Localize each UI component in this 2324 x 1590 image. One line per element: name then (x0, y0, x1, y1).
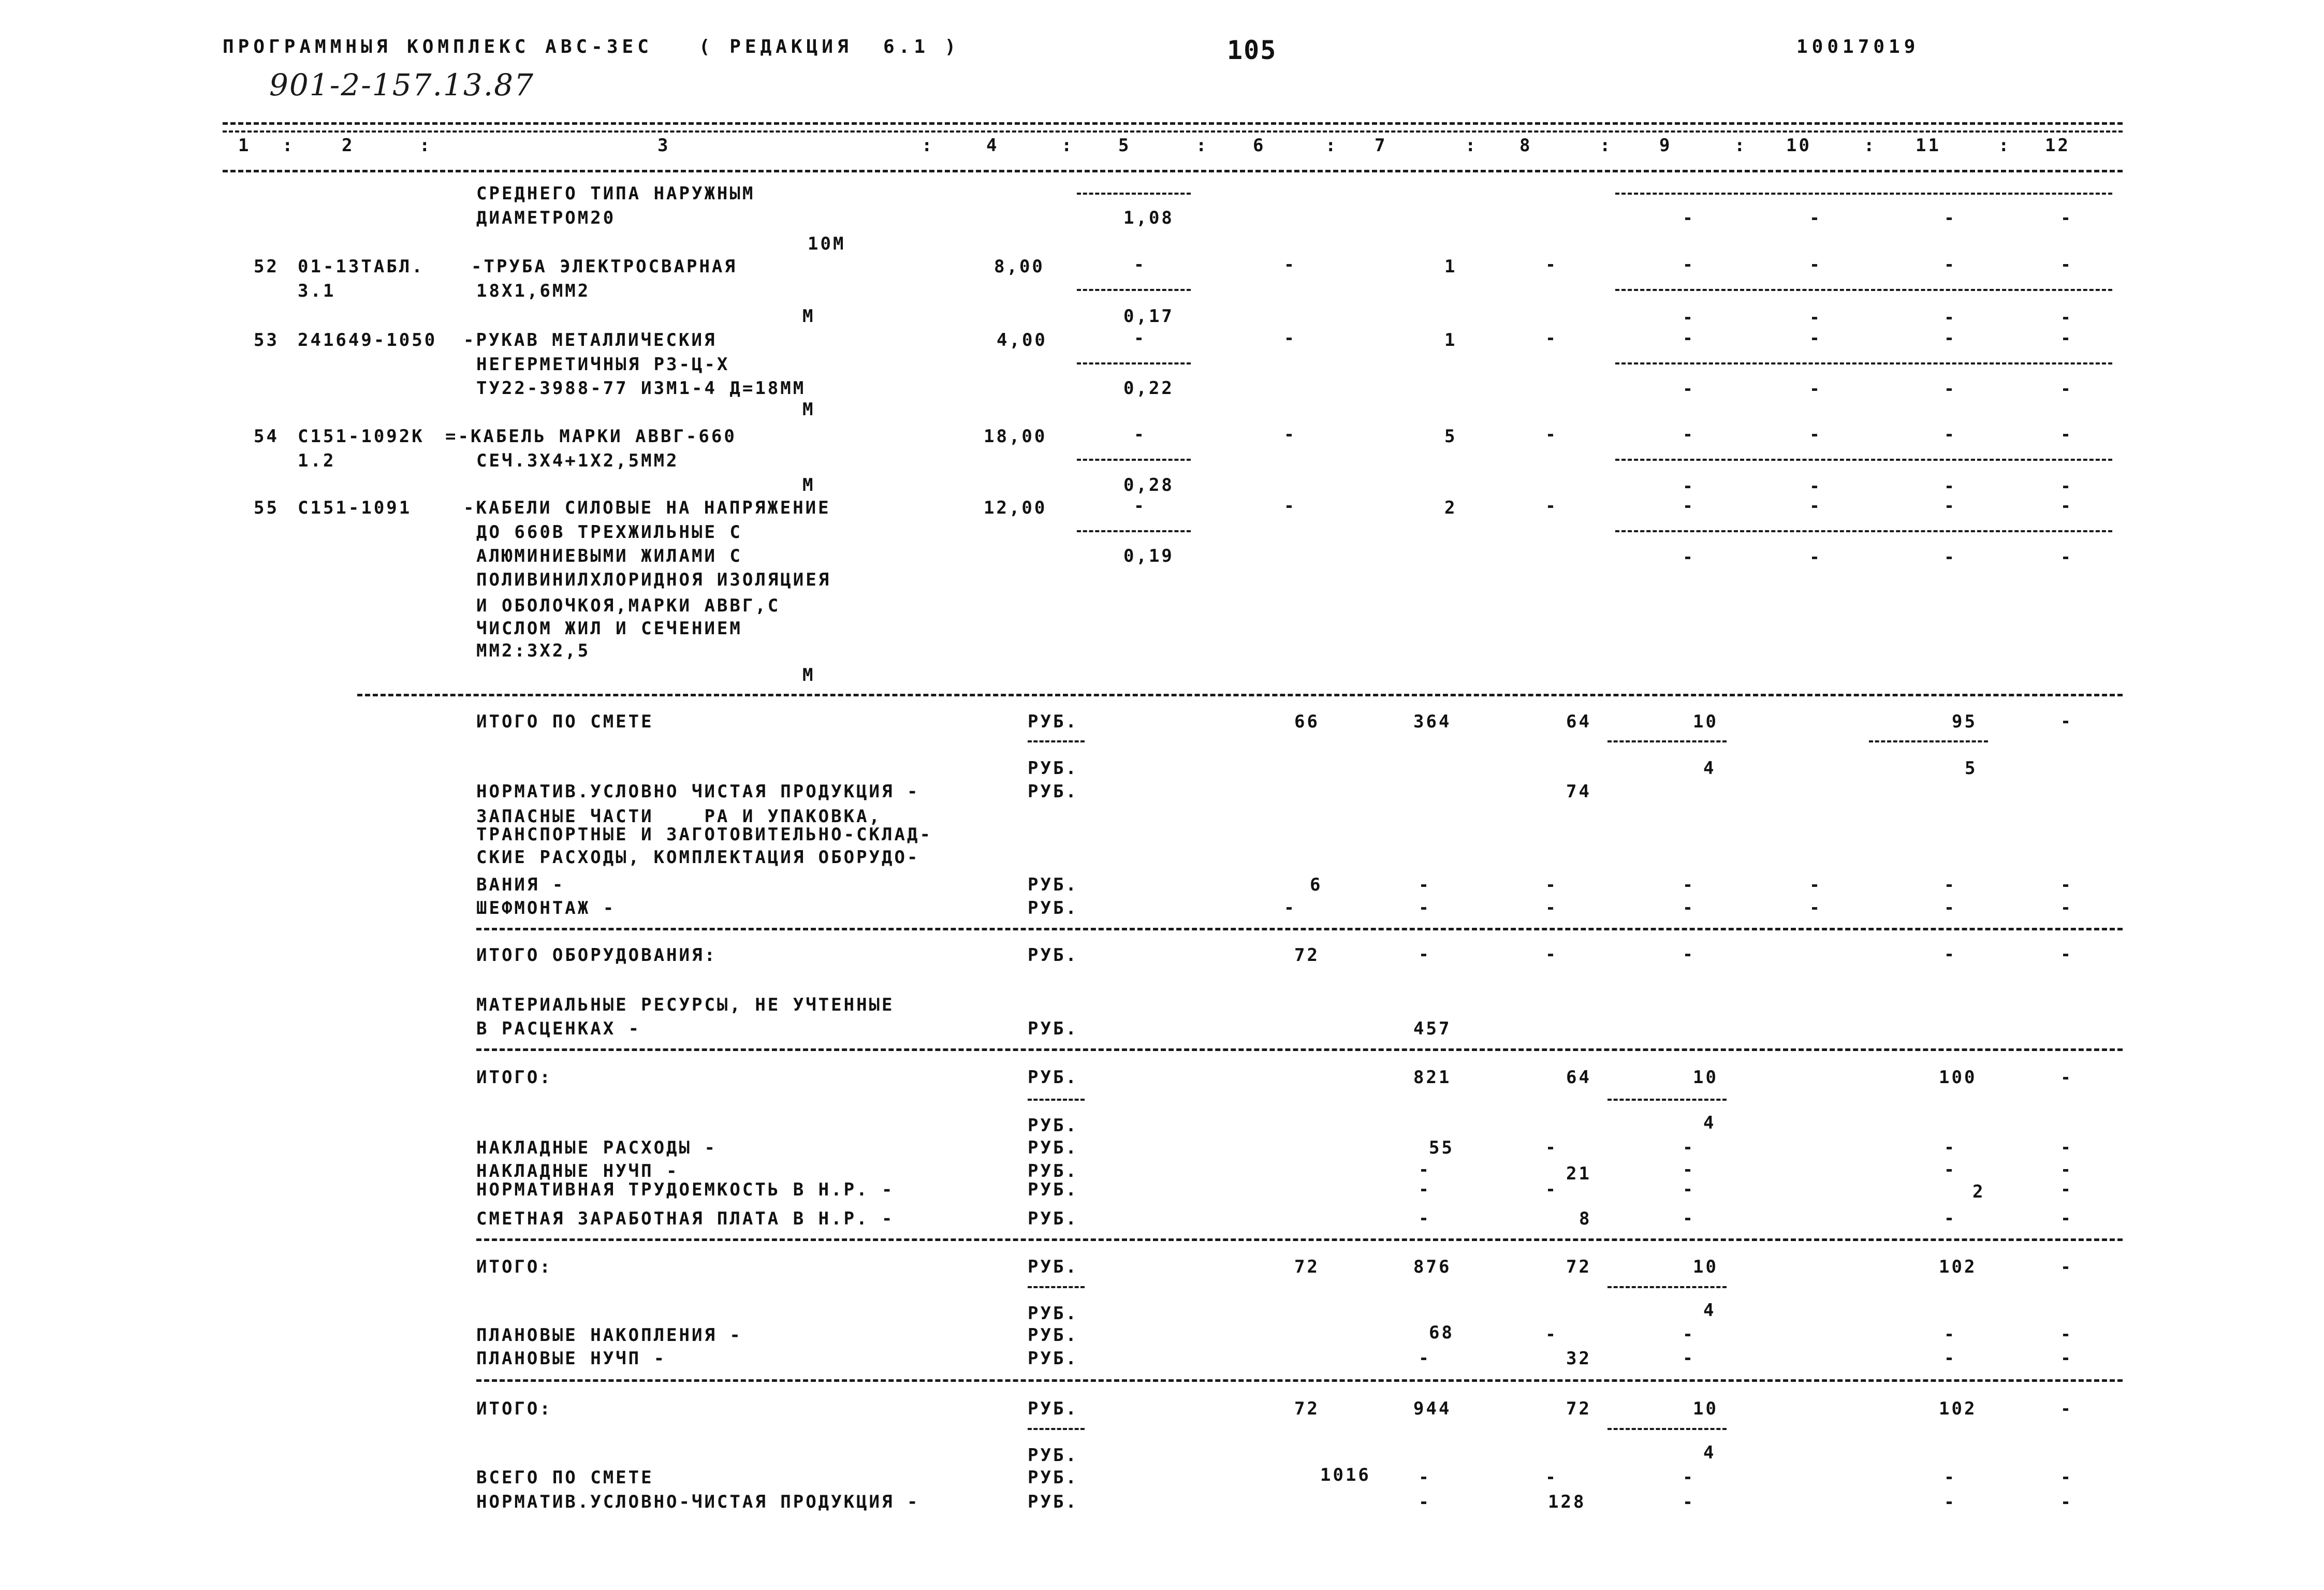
zero-dash (2063, 317, 2068, 319)
zero-dash (1548, 264, 1553, 267)
row-underline (1077, 530, 1191, 532)
summary-label: НАКЛАДНЫЕ РАСХОДЫ - (476, 1137, 717, 1158)
zero-dash (1136, 264, 1142, 267)
unit-rub: РУБ. (1028, 874, 1078, 895)
row-code: 241649-1050 (298, 330, 437, 351)
zero-dash (1812, 264, 1817, 267)
zero-dash (2063, 557, 2068, 559)
zero-dash (1947, 1334, 1952, 1336)
col7-value: 364 (1413, 711, 1452, 732)
unit-label: М (802, 306, 815, 327)
summary-label: ВАНИЯ - (476, 874, 565, 895)
col5-value: 1,08 (1123, 208, 1174, 228)
col8-value: 74 (1566, 781, 1591, 802)
unit-label: М (802, 665, 815, 685)
zero-dash (1947, 1358, 1952, 1360)
zero-dash (2063, 1077, 2068, 1080)
unit-underline (1028, 1286, 1085, 1288)
col4-value: 18,00 (984, 426, 1047, 447)
zero-dash (1685, 388, 1690, 391)
summary-label: ИТОГО ОБОРУДОВАНИЯ: (476, 945, 717, 966)
zero-dash (1685, 1501, 1690, 1504)
col-header-11: 11 (1916, 135, 1941, 156)
col-sep: : (1325, 135, 1338, 156)
col-sep: : (1734, 135, 1747, 156)
col-header-7: 7 (1375, 135, 1387, 156)
col9-value: 10 (1693, 711, 1718, 732)
col7-value: 5 (1444, 426, 1457, 447)
col9-subvalue: 4 (1703, 758, 1716, 779)
row-code-2: 1.2 (298, 450, 336, 471)
col-header-6: 6 (1253, 135, 1266, 156)
zero-dash (1136, 434, 1142, 436)
col6-value: 72 (1294, 945, 1320, 966)
col-header-3: 3 (657, 135, 670, 156)
summary-label: МАТЕРИАЛЬНЫЕ РЕСУРСЫ, НЕ УЧТЕННЫЕ (476, 995, 895, 1015)
zero-dash (2063, 1501, 2068, 1504)
summary-label: СКИЕ РАСХОДЫ, КОМПЛЕКТАЦИЯ ОБОРУДО- (476, 847, 920, 868)
zero-dash (1685, 1189, 1690, 1191)
zero-dash (1548, 1189, 1553, 1191)
zero-dash (2063, 1189, 2068, 1191)
table-top-rule-2 (223, 130, 2123, 133)
zero-dash (1947, 1147, 1952, 1149)
zero-dash (1548, 338, 1553, 340)
section-rule (357, 694, 2123, 696)
row-underline (1077, 362, 1191, 364)
program-title: ПРОГРАММНЫЯ КОМПЛЕКС АВС-3ЕС ( РЕДАКЦИЯ 6.1 ) (223, 36, 960, 57)
row-underline (1077, 459, 1191, 461)
column-header-rule (223, 170, 2123, 172)
zero-dash (1947, 954, 1952, 956)
summary-label: ИТОГО ПО СМЕТЕ (476, 711, 654, 732)
col8-value: 64 (1566, 711, 1591, 732)
row-number: 53 (254, 330, 279, 351)
zero-dash (1548, 884, 1553, 887)
row-number: 54 (254, 426, 279, 447)
zero-dash (1685, 907, 1690, 910)
zero-dash (1548, 434, 1553, 436)
unit-rub: РУБ. (1028, 1348, 1078, 1369)
col-sep: : (922, 135, 934, 156)
zero-dash (2063, 1334, 2068, 1336)
zero-dash (1685, 1147, 1690, 1149)
zero-dash (1287, 264, 1292, 267)
zero-dash (2063, 217, 2068, 220)
col-header-2: 2 (342, 135, 355, 156)
page-number: 105 (1227, 35, 1277, 65)
col11-value: 100 (1939, 1067, 1977, 1088)
zero-dash (2063, 1147, 2068, 1149)
zero-dash (1548, 1477, 1553, 1479)
zero-dash (1287, 907, 1292, 910)
item-name: -КАБЕЛИ СИЛОВЫЕ НА НАПРЯЖЕНИЕ (463, 498, 831, 518)
unit-rub: РУБ. (1028, 1467, 1078, 1488)
row-number: 52 (254, 256, 279, 277)
zero-dash (1812, 434, 1817, 436)
row-code: С151-1091 (298, 498, 412, 518)
col8-value: 72 (1566, 1257, 1591, 1277)
summary-label: В РАСЦЕНКАХ - (476, 1018, 641, 1039)
zero-dash (1812, 338, 1817, 340)
unit-rub: РУБ. (1028, 1208, 1078, 1229)
zero-dash (2063, 954, 2068, 956)
col-sep: : (419, 135, 432, 156)
item-name: ДИАМЕТРОМ20 (476, 208, 616, 228)
unit-rub: РУБ. (1028, 1445, 1078, 1466)
col-sep: : (282, 135, 295, 156)
col5-value: 0,17 (1123, 306, 1174, 327)
col9-value: 10 (1693, 1257, 1718, 1277)
col7-value: 1 (1444, 330, 1457, 351)
zero-dash (2063, 486, 2068, 488)
col11-value: 95 (1952, 711, 1977, 732)
zero-dash (1548, 505, 1553, 508)
summary-label: ШЕФМОНТАЖ - (476, 898, 616, 918)
col5-value: 0,19 (1123, 546, 1174, 566)
zero-dash (1685, 505, 1690, 508)
zero-dash (1548, 1147, 1553, 1149)
col4-value: 8,00 (994, 256, 1045, 277)
unit-underline (1028, 1428, 1085, 1430)
summary-label: ТРАНСПОРТНЫЕ И ЗАГОТОВИТЕЛЬНО-СКЛАД- (476, 824, 932, 845)
unit-rub: РУБ. (1028, 758, 1078, 779)
item-name: ТУ22-3988-77 ИЗМ1-4 Д=18ММ (476, 378, 806, 399)
zero-dash (2063, 388, 2068, 391)
zero-dash (1947, 264, 1952, 267)
col-sep: : (1196, 135, 1209, 156)
zero-dash (1287, 338, 1292, 340)
unit-rub: РУБ. (1028, 1018, 1078, 1039)
unit-rub: РУБ. (1028, 1325, 1078, 1346)
section-rule (476, 1048, 2123, 1051)
zero-dash (1685, 486, 1690, 488)
zero-dash (1421, 1477, 1426, 1479)
col9-value: 10 (1693, 1398, 1718, 1419)
zero-dash (1685, 557, 1690, 559)
summary-label: ПЛАНОВЫЕ НАКОПЛЕНИЯ - (476, 1325, 742, 1346)
zero-dash (1685, 434, 1690, 436)
unit-rub: РУБ. (1028, 1303, 1078, 1324)
col7-value: 821 (1413, 1067, 1452, 1088)
zero-dash (2063, 264, 2068, 267)
row-underline (1615, 193, 2112, 195)
unit-rub: РУБ. (1028, 1115, 1078, 1136)
zero-dash (1685, 1477, 1690, 1479)
section-rule (476, 1238, 2123, 1241)
zero-dash (1947, 317, 1952, 319)
item-name: -ТРУБА ЭЛЕКТРОСВАРНАЯ (471, 256, 737, 277)
item-name: ММ2:3Х2,5 (476, 640, 591, 661)
row-underline (1077, 289, 1191, 291)
zero-dash (1947, 1477, 1952, 1479)
col6-value: 6 (1310, 874, 1323, 895)
item-name: И ОБОЛОЧКОЯ,МАРКИ АВВГ,С (476, 595, 781, 616)
zero-dash (2063, 1218, 2068, 1220)
summary-label: НОРМАТИВ.УСЛОВНО ЧИСТАЯ ПРОДУКЦИЯ - (476, 781, 920, 802)
unit-rub: РУБ. (1028, 1179, 1078, 1200)
unit-rub: РУБ. (1028, 1067, 1078, 1088)
zero-dash (1685, 1334, 1690, 1336)
col8-value: 8 (1579, 1208, 1592, 1229)
zero-dash (1685, 264, 1690, 267)
zero-dash (1136, 338, 1142, 340)
col-header-8: 8 (1519, 135, 1532, 156)
unit-rub: РУБ. (1028, 1161, 1078, 1181)
col7-value: 1 (1444, 256, 1457, 277)
item-name: =-КАБЕЛЬ МАРКИ АВВГ-660 (445, 426, 737, 447)
summary-label: НАКЛАДНЫЕ НУЧП - (476, 1161, 679, 1181)
zero-dash (1287, 505, 1292, 508)
col8-value: 32 (1566, 1348, 1591, 1369)
unit-rub: РУБ. (1028, 1257, 1078, 1277)
zero-dash (1421, 907, 1426, 910)
unit-rub: РУБ. (1028, 1492, 1078, 1512)
unit-underline (1028, 740, 1085, 742)
col9-subvalue: 4 (1703, 1113, 1716, 1133)
zero-dash (1685, 317, 1690, 319)
summary-label: НОРМАТИВ.УСЛОВНО-ЧИСТАЯ ПРОДУКЦИЯ - (476, 1492, 920, 1512)
col-header-10: 10 (1786, 135, 1811, 156)
col9-value: 10 (1693, 1067, 1718, 1088)
zero-dash (1548, 907, 1553, 910)
zero-dash (2063, 884, 2068, 887)
col6-value: 1016 (1320, 1465, 1371, 1485)
unit-rub: РУБ. (1028, 898, 1078, 918)
zero-dash (1685, 1218, 1690, 1220)
col7-value: 55 (1429, 1137, 1454, 1158)
col5-value: 0,22 (1123, 378, 1174, 399)
zero-dash (2063, 338, 2068, 340)
col7-value: 457 (1413, 1018, 1452, 1039)
col11-value: 102 (1939, 1398, 1977, 1419)
summary-label: НОРМАТИВНАЯ ТРУДОЕМКОСТЬ В Н.Р. - (476, 1179, 895, 1200)
row-underline (1615, 459, 2112, 461)
summary-label: ИТОГО: (476, 1257, 552, 1277)
item-name: АЛЮМИНИЕВЫМИ ЖИЛАМИ С (476, 546, 742, 566)
item-name: СЕЧ.3Х4+1Х2,5ММ2 (476, 450, 679, 471)
zero-dash (1947, 338, 1952, 340)
zero-dash (1947, 486, 1952, 488)
col4-value: 12,00 (984, 498, 1047, 518)
unit-rub: РУБ. (1028, 1398, 1078, 1419)
zero-dash (1685, 217, 1690, 220)
zero-dash (2063, 1358, 2068, 1360)
unit-label: М (802, 475, 815, 495)
col8-value: 21 (1566, 1163, 1591, 1184)
item-name: НЕГЕРМЕТИЧНЫЯ РЗ-Ц-Х (476, 354, 730, 375)
value-underline (1607, 1099, 1727, 1101)
zero-dash (1947, 217, 1952, 220)
zero-dash (1812, 907, 1817, 910)
col9-subvalue: 4 (1703, 1442, 1716, 1463)
zero-dash (2063, 434, 2068, 436)
zero-dash (1947, 884, 1952, 887)
col9-subvalue: 4 (1703, 1300, 1716, 1321)
col-sep: : (1465, 135, 1478, 156)
row-underline (1077, 193, 1191, 195)
zero-dash (2063, 1169, 2068, 1172)
zero-dash (2063, 505, 2068, 508)
col4-value: 4,00 (997, 330, 1047, 351)
zero-dash (1421, 1189, 1426, 1191)
zero-dash (1421, 1169, 1426, 1172)
col6-value: 72 (1294, 1398, 1320, 1419)
zero-dash (1947, 505, 1952, 508)
summary-label: ПЛАНОВЫЕ НУЧП - (476, 1348, 667, 1369)
row-number: 55 (254, 498, 279, 518)
unit-underline (1028, 1099, 1085, 1101)
col7-value: 876 (1413, 1257, 1452, 1277)
summary-label: СМЕТНАЯ ЗАРАБОТНАЯ ПЛАТА В Н.Р. - (476, 1208, 895, 1229)
item-name: -РУКАВ МЕТАЛЛИЧЕСКИЯ (463, 330, 717, 351)
zero-dash (1812, 505, 1817, 508)
zero-dash (1812, 557, 1817, 559)
col11-value: 102 (1939, 1257, 1977, 1277)
zero-dash (1421, 1501, 1426, 1504)
col6-value: 66 (1294, 711, 1320, 732)
zero-dash (1947, 907, 1952, 910)
zero-dash (1947, 1169, 1952, 1172)
item-name: ПОЛИВИНИЛХЛОРИДНОЯ ИЗОЛЯЦИЕЯ (476, 570, 831, 590)
zero-dash (1685, 954, 1690, 956)
unit-rub: РУБ. (1028, 1137, 1078, 1158)
summary-label: ЗАПАСНЫЕ ЧАСТИ РА И УПАКОВКА, (476, 806, 882, 827)
zero-dash (1548, 954, 1553, 956)
unit-label: М (802, 399, 815, 420)
col6-value: 72 (1294, 1257, 1320, 1277)
summary-label: ВСЕГО ПО СМЕТЕ (476, 1467, 654, 1488)
zero-dash (2063, 907, 2068, 910)
zero-dash (1947, 557, 1952, 559)
zero-dash (1421, 1218, 1426, 1220)
col8-value: 128 (1548, 1492, 1586, 1512)
table-top-rule (223, 122, 2123, 125)
zero-dash (2063, 1408, 2068, 1411)
value-underline (1607, 1286, 1727, 1288)
zero-dash (1812, 884, 1817, 887)
col-sep: : (1061, 135, 1074, 156)
zero-dash (1685, 1169, 1690, 1172)
unit-rub: РУБ. (1028, 711, 1078, 732)
col11-subvalue: 5 (1965, 758, 1978, 779)
row-underline (1615, 530, 2112, 532)
zero-dash (1947, 388, 1952, 391)
item-name: ДО 660В ТРЕХЖИЛЬНЫЕ С (476, 522, 742, 543)
zero-dash (1287, 434, 1292, 436)
col8-value: 72 (1566, 1398, 1591, 1419)
col-sep: : (1864, 135, 1877, 156)
zero-dash (1947, 1218, 1952, 1220)
col5-value: 0,28 (1123, 475, 1174, 495)
col7-value: 68 (1429, 1322, 1454, 1343)
zero-dash (2063, 721, 2068, 723)
unit-label: 10М (808, 234, 846, 254)
value-underline (1607, 1428, 1727, 1430)
item-name: 18X1,6ММ2 (476, 281, 591, 301)
zero-dash (1136, 505, 1142, 508)
col-header-1: 1 (238, 135, 251, 156)
row-underline (1615, 289, 2112, 291)
zero-dash (1421, 954, 1426, 956)
section-rule (476, 928, 2123, 930)
value-underline (1869, 740, 1988, 742)
col-header-4: 4 (986, 135, 999, 156)
unit-rub: РУБ. (1028, 781, 1078, 802)
zero-dash (1812, 388, 1817, 391)
summary-label: ИТОГО: (476, 1398, 552, 1419)
col-sep: : (1998, 135, 2011, 156)
zero-dash (1947, 434, 1952, 436)
zero-dash (1548, 1334, 1553, 1336)
row-code-2: 3.1 (298, 281, 336, 301)
unit-rub: РУБ. (1028, 945, 1078, 966)
zero-dash (1812, 217, 1817, 220)
zero-dash (2063, 1477, 2068, 1479)
col7-value: 2 (1444, 498, 1457, 518)
summary-label: ИТОГО: (476, 1067, 552, 1088)
col7-value: 944 (1413, 1398, 1452, 1419)
zero-dash (1685, 884, 1690, 887)
item-name: СРЕДНЕГО ТИПА НАРУЖНЫМ (476, 183, 755, 204)
section-rule (476, 1379, 2123, 1382)
col-header-12: 12 (2045, 135, 2070, 156)
row-underline (1615, 362, 2112, 364)
zero-dash (1685, 1358, 1690, 1360)
zero-dash (1812, 317, 1817, 319)
col-sep: : (1600, 135, 1613, 156)
zero-dash (1947, 1501, 1952, 1504)
document-code: 10017019 (1796, 36, 1920, 57)
row-code: С151-1092К (298, 426, 425, 447)
value-underline (1607, 740, 1727, 742)
zero-dash (1421, 884, 1426, 887)
col-header-9: 9 (1659, 135, 1672, 156)
col11-value: 2 (1972, 1181, 1985, 1202)
zero-dash (1421, 1358, 1426, 1360)
item-name: ЧИСЛОМ ЖИЛ И СЕЧЕНИЕМ (476, 618, 742, 639)
row-code: 01-13ТАБЛ. (298, 256, 425, 277)
zero-dash (1812, 486, 1817, 488)
zero-dash (1685, 338, 1690, 340)
handwritten-reference: 901-2-157.13.87 (269, 67, 534, 103)
col8-value: 64 (1566, 1067, 1591, 1088)
zero-dash (2063, 1266, 2068, 1269)
col-header-5: 5 (1118, 135, 1131, 156)
